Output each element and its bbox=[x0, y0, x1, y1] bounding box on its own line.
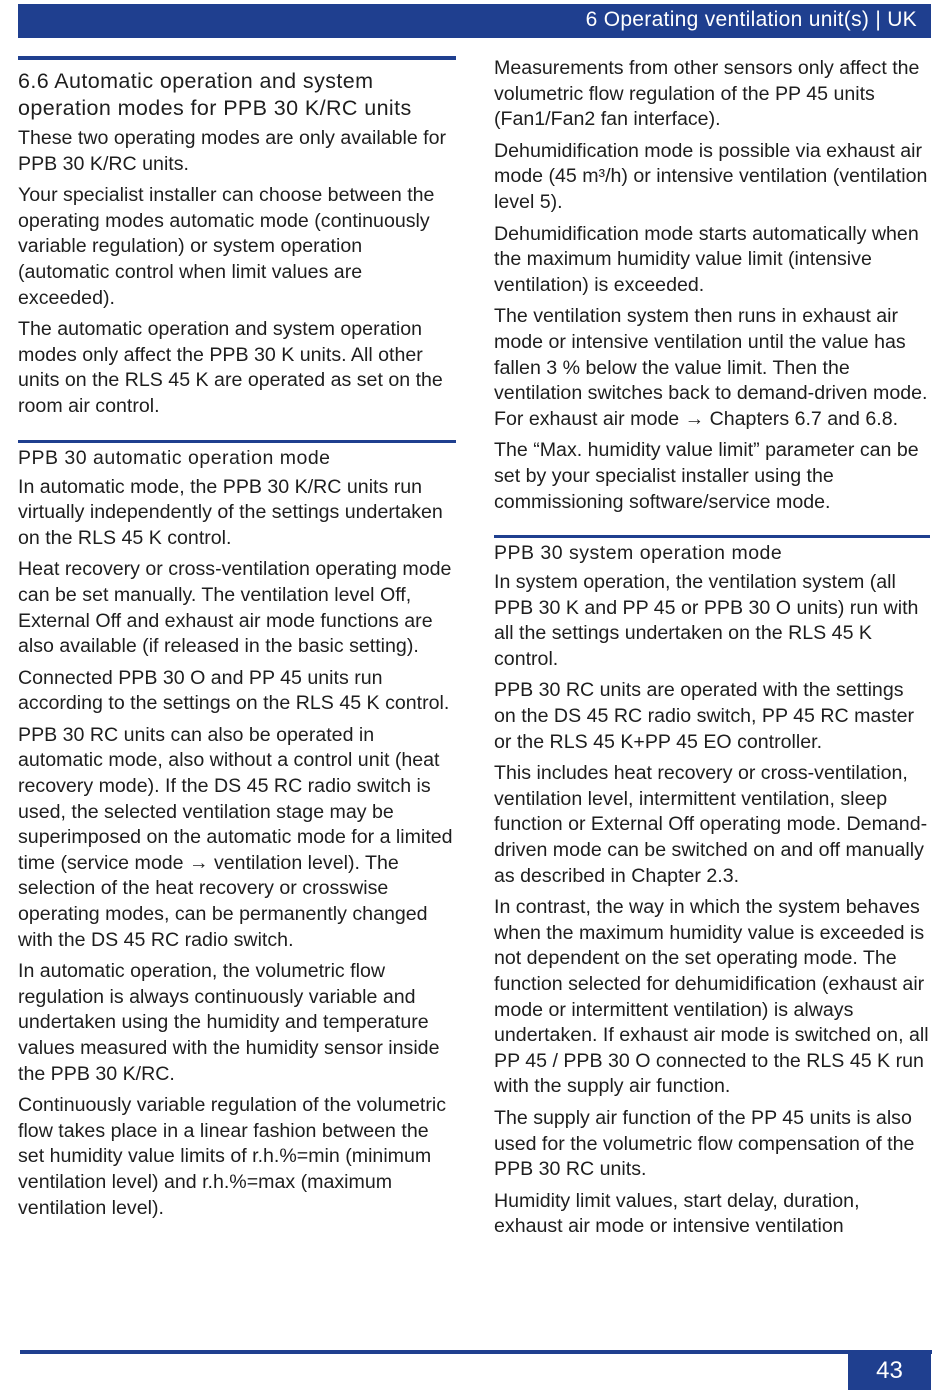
body-paragraph: Heat recovery or cross-ventilation operating mode can be set manually. The ventilation level Off, External Off and exhaust air mode functions are also available (if released in the basic setting). bbox=[18, 558, 452, 658]
chapter-title: 6 Operating ventilation unit(s) | UK bbox=[585, 8, 917, 31]
intro-paragraph: These two operating modes are only available for PPB 30 K/RC units. bbox=[18, 127, 447, 175]
section-heading: 6.6 Automatic operation and system operation modes for PPB 30 K/RC units bbox=[18, 69, 412, 120]
footer-rule bbox=[20, 1350, 932, 1354]
intro-paragraph: Your specialist installer can choose between the operating modes automatic mode (continuously variable regulation) or system operation (automatic control when limit values are exceeded). bbox=[18, 184, 435, 309]
left-column bbox=[18, 56, 456, 1227]
body-paragraph: In system operation, the ventilation system (all PPB 30 K and PP 45 or PPB 30 O units) run with all the settings undertaken on the RLS 45 K control. bbox=[494, 571, 919, 670]
body-paragraph: Humidity limit values, start delay, duration, exhaust air mode or intensive ventilation bbox=[494, 1189, 860, 1238]
body-paragraph: In automatic mode, the PPB 30 K/RC units run virtually independently of the settings undertaken on the RLS 45 K control. bbox=[18, 475, 443, 549]
page-number: 43 bbox=[848, 1352, 931, 1390]
body-paragraph: Connected PPB 30 O and PP 45 units run according to the settings on the RLS 45 K control. bbox=[18, 666, 450, 715]
body-paragraph: The supply air function of the PP 45 units is also used for the volumetric flow compensation of the PPB 30 RC units. bbox=[494, 1106, 915, 1181]
body-paragraph: Dehumidification mode starts automatically when the maximum humidity value limit (intensive ventilation) is exceeded. bbox=[494, 222, 919, 296]
body-paragraph: The “Max. humidity value limit” parameter can be set by your specialist installer using the commissioning software/service mode. bbox=[494, 439, 919, 513]
body-paragraph: PPB 30 RC units can also be operated in automatic mode, also without a control unit (heat recovery mode). If the DS 45 RC radio switch is used, the selected ventilation stage may be superimposed on the automatic mode for a limited time (service mode → ventilation level). The selection of the heat recovery or crosswise operating modes, can be permanently changed with the DS 45 RC radio switch. bbox=[18, 723, 453, 951]
subsection-rule bbox=[494, 535, 930, 538]
subsection-rule bbox=[18, 440, 456, 443]
body-paragraph: PPB 30 RC units are operated with the settings on the DS 45 RC radio switch, PP 45 RC master or the RLS 45 K+PP 45 EO controller. bbox=[494, 679, 914, 753]
body-paragraph: Continuously variable regulation of the volumetric flow takes place in a linear fashion between the set humidity value limits of r.h.%=min (minimum ventilation level) and r.h.%=max (maximum ventilation level). bbox=[18, 1094, 447, 1219]
body-paragraph: Measurements from other sensors only affect the volumetric flow regulation of the PP 45 units (Fan1/Fan2 fan interface). bbox=[494, 57, 920, 131]
subsection-heading: PPB 30 automatic operation mode bbox=[18, 446, 331, 469]
right-column bbox=[494, 56, 930, 1246]
chapter-header bbox=[18, 4, 931, 38]
body-paragraph: The ventilation system then runs in exhaust air mode or intensive ventilation until the value has fallen 3 % below the value limit. Then the ventilation switches back to demand-driven mode. For exhaust air mode → Chapters 6.7 and 6.8. bbox=[494, 305, 928, 430]
subsection-heading: PPB 30 system operation mode bbox=[494, 542, 783, 565]
body-paragraph: Dehumidification mode is possible via exhaust air mode (45 m³/h) or intensive ventilation (ventilation level 5). bbox=[494, 139, 928, 213]
body-paragraph: This includes heat recovery or cross-ventilation, ventilation level, intermittent ventilation, sleep function or External Off operating mode. Demand-driven mode can be switched on and off manually as described in Chapter 2.3. bbox=[494, 762, 928, 887]
section-rule bbox=[18, 56, 456, 60]
intro-paragraph: The automatic operation and system operation modes only affect the PPB 30 K units. All other units on the RLS 45 K are operated as set on the room air control. bbox=[18, 318, 443, 417]
body-paragraph: In contrast, the way in which the system behaves when the maximum humidity value is exceeded is not dependent on the set operating mode. The function selected for dehumidification (exhaust air mode or intermittent ventilation) is always undertaken. If exhaust air mode is switched on, all PP 45 / PPB 30 O connected to the RLS 45 K run with the supply air function. bbox=[494, 896, 929, 1098]
body-paragraph: In automatic operation, the volumetric flow regulation is always continuously variable and undertaken using the humidity and temperature values measured with the humidity sensor inside the PPB 30 K/RC. bbox=[18, 960, 440, 1085]
